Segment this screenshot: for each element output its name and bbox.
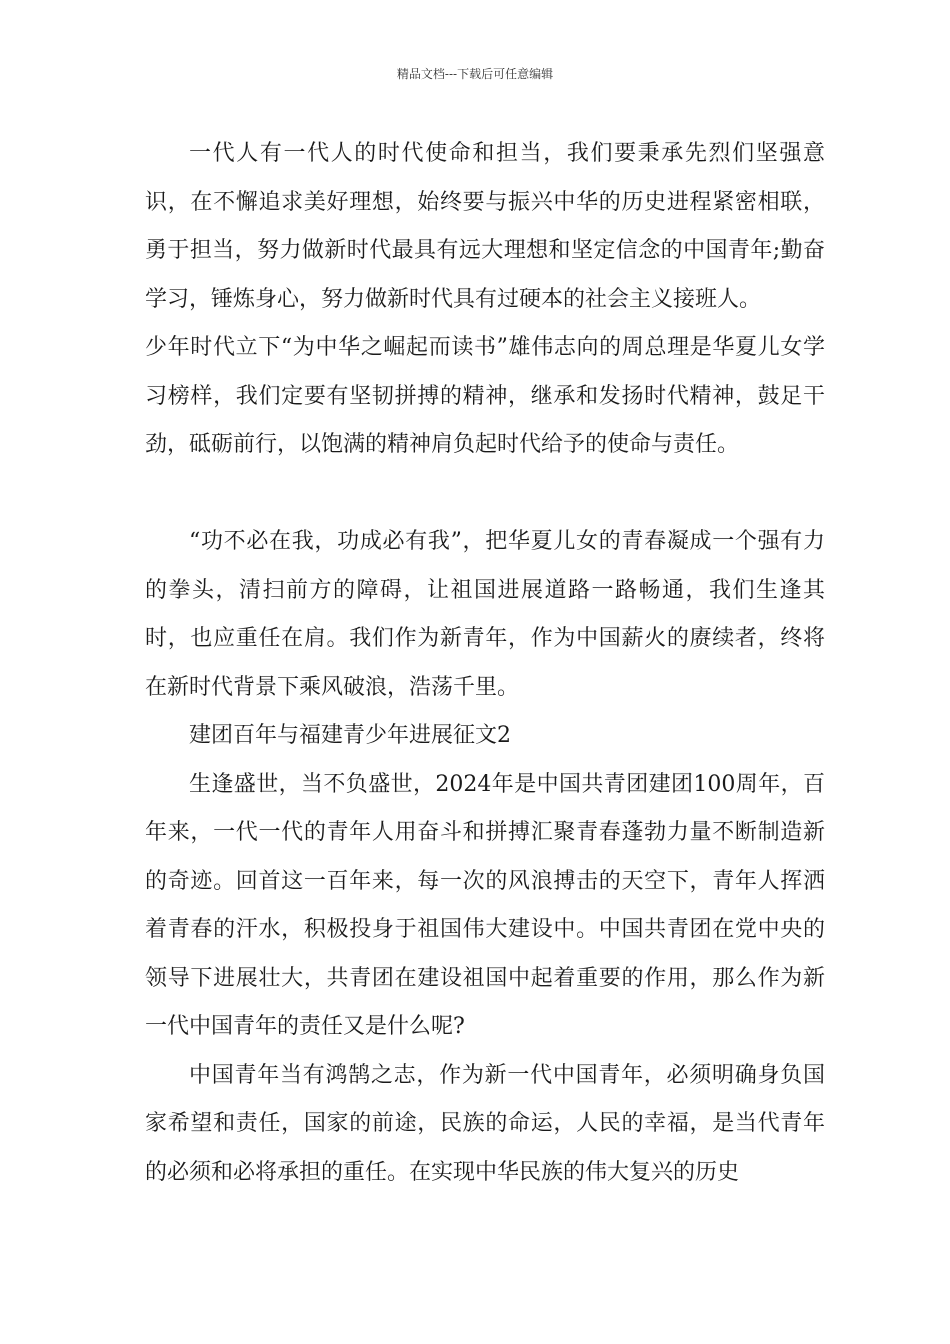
section-title: 建团百年与福建青少年进展征文2 bbox=[189, 723, 511, 748]
paragraph-1: 一代人有一代人的时代使命和担当，我们要秉承先烈们坚强意识，在不懈追求美好理想，始终要与振兴中华的历史进程紧密相联，勇于担当，努力做新时代最具有远大理想和坚定信念的中国青年;勤奋学习，锤炼身心，努力做新时代具有过硬本的社会主义接班人。 bbox=[145, 141, 825, 312]
paragraph-4: 生逢盛世，当不负盛世，2024年是中国共青团建团100周年，百年来，一代一代的青年人用奋斗和拼搏汇聚青春蓬勃力量不断制造新的奇迹。回首这一百年来，每一次的风浪搏击的天空下，青年人挥洒着青春的汗水，积极投身于祖国伟大建设中。中国共青团在党中央的领导下进展壮大，共青团在建设祖国中起着重要的作用，那么作为新一代中国青年的责任又是什么呢? bbox=[145, 771, 825, 1039]
page-header: 精品文档---下载后可任意编辑 bbox=[396, 67, 554, 81]
paragraph-3: “功不必在我，功成必有我”，把华夏儿女的青春凝成一个强有力的拳头，清扫前方的障碍，让祖国进展道路一路畅通，我们生逢其时，也应重任在肩。我们作为新青年，作为中国薪火的赓续者，终将在新时代背景下乘风破浪，浩荡千里。 bbox=[145, 529, 825, 700]
paragraph-2: 少年时代立下“为中华之崛起而读书”雄伟志向的周总理是华夏儿女学习榜样，我们定要有坚韧拼搏的精神，继承和发扬时代精神，鼓足干劲，砥砺前行，以饱满的精神肩负起时代给予的使命与责任。 bbox=[145, 335, 825, 457]
paragraph-5: 中国青年当有鸿鹄之志，作为新一代中国青年，必须明确身负国家希望和责任，国家的前途，民族的命运，人民的幸福，是当代青年的必须和必将承担的重任。在实现中华民族的伟大复兴的历史 bbox=[145, 1062, 825, 1185]
document-body bbox=[145, 130, 825, 1197]
